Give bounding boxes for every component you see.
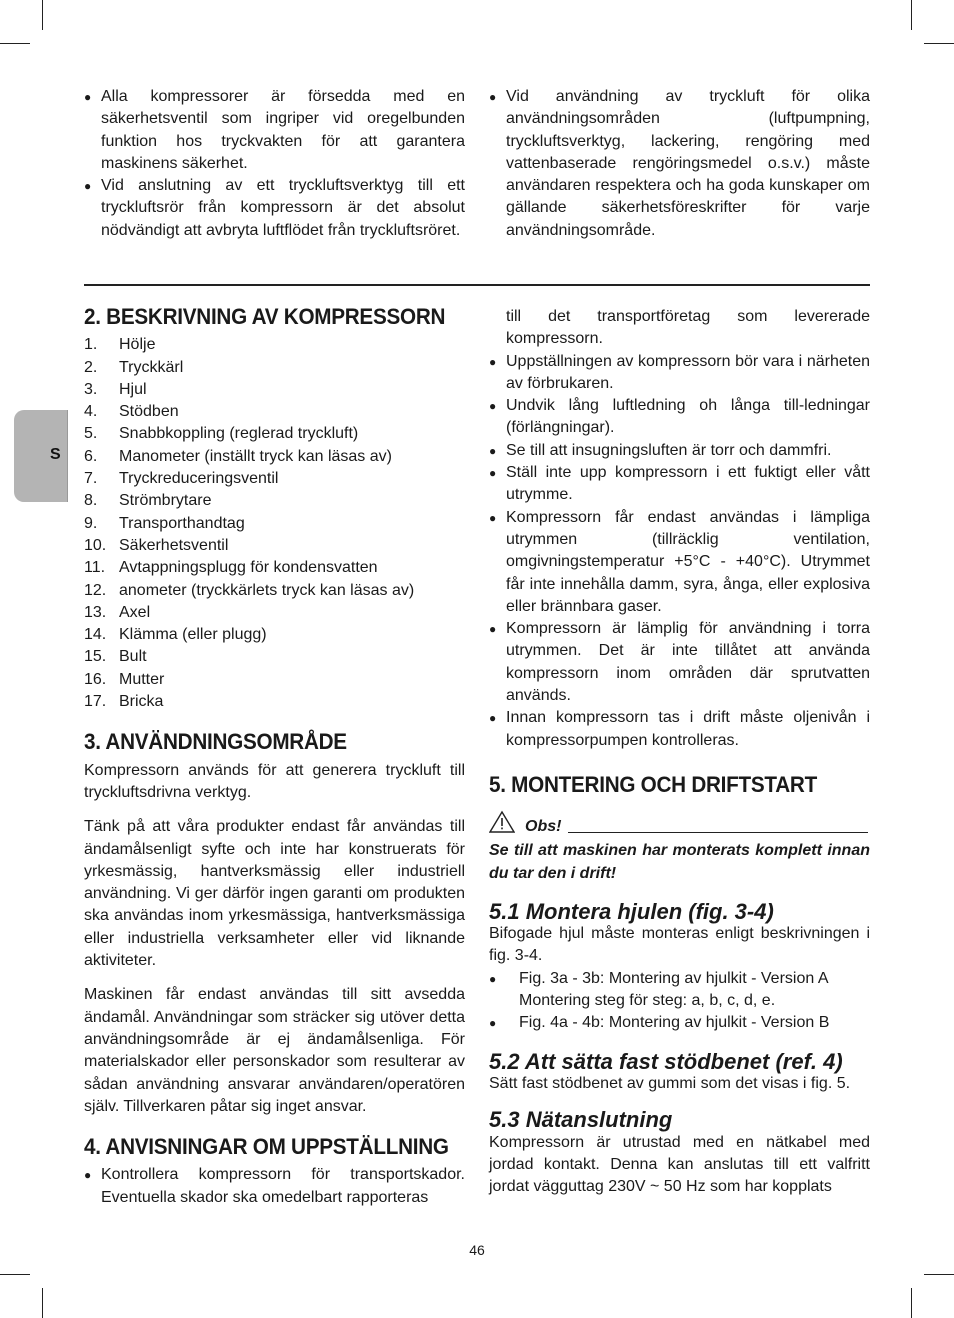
crop-mark: [42, 0, 43, 30]
list-item: 16. Mutter: [84, 670, 165, 688]
right-column: [489, 306, 870, 1198]
section-heading: 2. BESKRIVNING AV KOMPRESSORN: [84, 304, 446, 329]
list-item: ● Se till att insugningsluften är torr och dammfri.: [489, 440, 870, 462]
section-heading: 5. MONTERING OCH DRIFTSTART: [489, 771, 817, 797]
warning-icon: [489, 810, 515, 834]
obs-text: Se till att maskinen har monterats komplett innan du tar den i drift!: [489, 842, 870, 882]
crop-mark: [924, 43, 954, 44]
list-item: 3. Hjul: [84, 380, 147, 398]
paragraph: Tänk på att våra produkter endast får användas till ändamålsenligt syfte och inte har konstruerats för yrkesmässig, hantverksmässig eller industriell användning. Vi ger därför ingen garanti om produkten ska användas inom yrkesmässiga, hantverksmässiga eller industriella verksamheter eller vid liknande aktiviteter.: [84, 818, 465, 970]
paragraph: Kompressorn är utrustad med en nätkabel med jordad kontakt. Denna kan anslutas till ett valfritt jordat vägguttag 230V ~ 50 Hz som har kopplats: [489, 1133, 870, 1196]
list-item: ● Fig. 3a - 3b: Montering av hjulkit - Version A Montering steg för steg: a, b, c, d, e.: [489, 968, 870, 1013]
list-item: 12. anometer (tryckkärlets tryck kan läsas av): [84, 581, 415, 599]
list-item: 7. Tryckreduceringsventil: [84, 470, 279, 488]
list-item: ● Alla kompressorer är försedda med en säkerhetsventil som ingriper vid oregelbunden funktion hos tryckvakten för att garantera maskinens säkerhet.: [84, 86, 465, 175]
language-tab: [14, 410, 68, 502]
divider: [84, 284, 870, 286]
list-item: 2. Tryckkärl: [84, 358, 184, 376]
list-item: 9. Transporthandtag: [84, 514, 245, 532]
section-heading: 3. ANVÄNDNINGSOMRÅDE: [84, 729, 347, 755]
section-heading: 4. ANVISNINGAR OM UPPSTÄLLNING: [84, 1134, 449, 1160]
obs-line: [568, 832, 868, 833]
crop-mark: [0, 43, 30, 44]
subsection-heading: 5.3 Nätanslutning: [489, 1107, 673, 1133]
list-item: ● Vid anslutning av ett tryckluftsverktyg till ett tryckluftsrör från kompressorn är det absolut nödvändigt att avbryta luftflödet från tryckluftsröret.: [84, 175, 465, 242]
obs-label: Obs!: [525, 818, 562, 836]
paragraph: Sätt fast stödbenet av gummi som det visas i fig. 5.: [489, 1074, 851, 1092]
list-item: 1. Hölje: [84, 336, 156, 354]
list-item: 14. Klämma (eller plugg): [84, 626, 267, 644]
list-item: 15. Bult: [84, 648, 147, 666]
list-item: ● Uppställningen av kompressorn bör vara i närheten av förbrukaren.: [489, 351, 870, 396]
top-right-column: [489, 86, 870, 242]
list-item: 6. Manometer (inställt tryck kan läsas av): [84, 447, 392, 465]
crop-mark: [924, 1274, 954, 1275]
subsection-heading: 5.2 Att sätta fast stödbenet (ref. 4): [489, 1048, 843, 1074]
paragraph: Maskinen får endast användas till sitt avsedda ändamål. Användningar som sträcker sig utöver detta användningsområde är ej ändamålsenliga. För materialskador eller personskador som resulterar av sådan användning ansvarar användaren/operatören själv. Tillverkaren påtar sig inget ansvar.: [84, 986, 465, 1115]
paragraph: Kompressorn används för att generera tryckluft till tryckluftsdrivna verktyg.: [84, 761, 465, 801]
obs-notice: [489, 810, 870, 838]
left-column: [84, 306, 465, 1209]
list-item: 11. Avtappningsplugg för kondensvatten: [84, 559, 378, 577]
list-item: 5. Snabbkoppling (reglerad tryckluft): [84, 425, 359, 443]
list-item: 17. Bricka: [84, 693, 164, 711]
crop-mark: [0, 1274, 30, 1275]
crop-mark: [42, 1288, 43, 1318]
list-item: 13. Axel: [84, 603, 151, 621]
crop-mark: [911, 1288, 912, 1318]
list-item: ● Kompressorn får endast användas i lämpliga utrymmen (tillräcklig ventilation, omgivningstemperatur +5°C - +40°C). Utrymmet får inte innehålla damm, syra, ånga, eller explosiva eller brännbara gaser.: [489, 507, 870, 618]
parts-list: [84, 334, 465, 713]
paragraph: till det transportföretag som levererade kompressorn.: [506, 308, 870, 348]
paragraph: Bifogade hjul måste monteras enligt beskrivningen i fig. 3-4.: [489, 925, 870, 965]
list-item: ● Fig. 4a - 4b: Montering av hjulkit - Version B: [489, 1012, 870, 1034]
page-number: 46: [469, 1242, 485, 1258]
list-item: 4. Stödben: [84, 403, 179, 421]
list-item: ● Ställ inte upp kompressorn i ett fuktigt eller vått utrymme.: [489, 462, 870, 507]
list-item: ● Undvik lång luftledning oh långa till-ledningar (förlängningar).: [489, 395, 870, 440]
language-tab-label: S: [50, 446, 61, 463]
list-item: 8. Strömbrytare: [84, 492, 212, 510]
list-item: ● Innan kompressorn tas i drift måste oljenivån i kompressorpumpen kontrolleras.: [489, 707, 870, 752]
top-left-column: [84, 86, 465, 242]
subsection-heading: 5.1 Montera hjulen (fig. 3-4): [489, 898, 774, 924]
list-item: ● Vid användning av tryckluft för olika användningsområden (luftpumpning, tryckluftsverktyg, lackering, rengöring med vattenbaserade rengöringsmedel o.s.v.) måste användaren respektera och ha goda kunskaper om gällande säkerhetsföreskrifter för varje användningsområde.: [489, 86, 870, 242]
list-item: 10. Säkerhetsventil: [84, 536, 229, 554]
crop-mark: [911, 0, 912, 30]
list-item: ● Kompressorn är lämplig för användning i torra utrymmen. Det är inte tillåtet att använda kompressorn inom områden där sprutvatten används.: [489, 618, 870, 707]
list-item: ● Kontrollera kompressorn för transportskador. Eventuella skador ska omedelbart rapporteras: [84, 1164, 465, 1209]
